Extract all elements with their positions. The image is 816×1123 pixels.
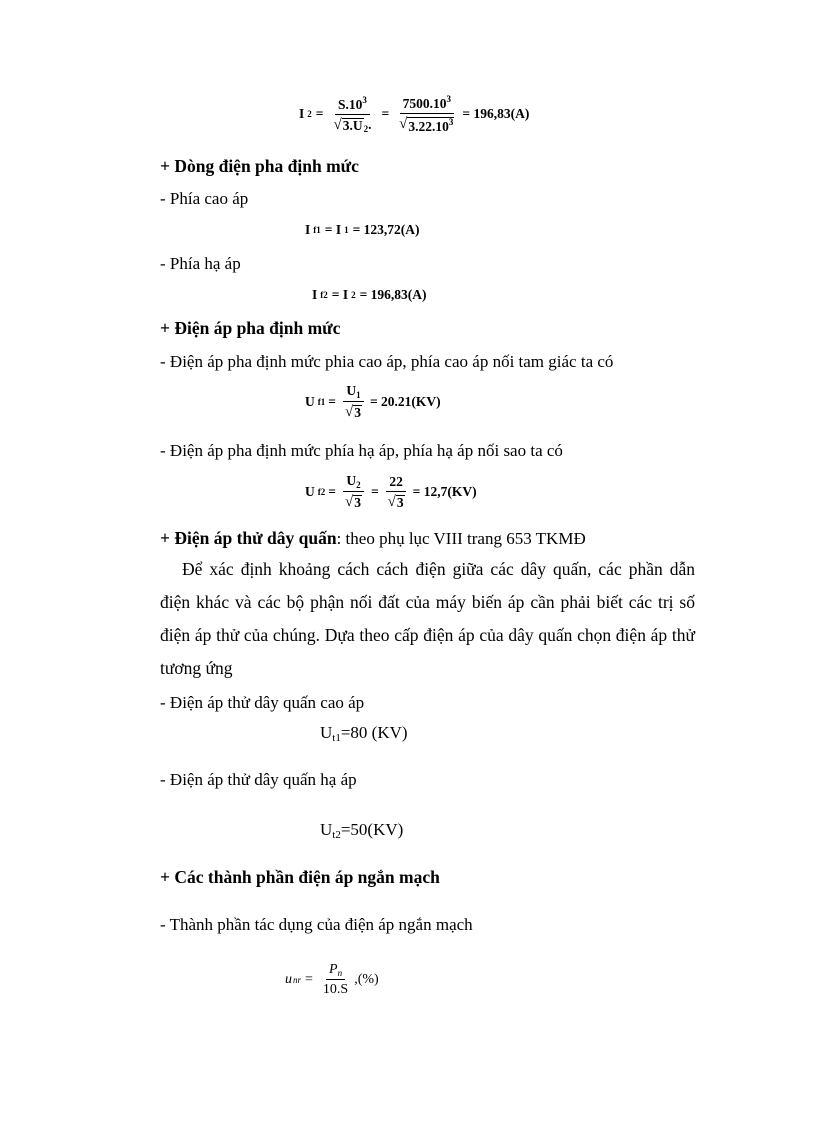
eq-subscript: t2: [332, 829, 341, 841]
sqrt-content: 3.22.10: [408, 119, 449, 134]
eq-superscript: 3: [362, 94, 367, 105]
fraction-denominator: 10.S: [322, 982, 349, 997]
eq-subscript: 2: [307, 109, 312, 120]
eq-subscript: 1: [344, 225, 349, 235]
eq-symbol: I: [299, 106, 305, 122]
heading-test-voltage: [160, 528, 586, 549]
eq-subscript: 1: [356, 390, 361, 400]
eq-subscript: nr: [293, 975, 302, 985]
eq-symbol: I: [312, 287, 318, 302]
eq-symbol: u: [285, 972, 292, 987]
sqrt-content: 3: [396, 494, 404, 510]
equation-i2: I 2 = $S.10^3$ √ 3.U $_2$. = 7500.10$^3$ √ 3.22.10$^3$ = 196,83(A): [299, 94, 530, 134]
fraction-numerator: 7500.10: [402, 96, 447, 111]
heading-bold-part: + Điện áp thử dây quấn: [160, 528, 337, 548]
eq-result: = 20.21(KV): [369, 393, 441, 409]
eq-superscript: 3: [446, 94, 451, 104]
eq-subscript: t1: [332, 732, 341, 744]
eq-text: = I: [324, 222, 342, 237]
eq-subscript: f1: [313, 225, 321, 235]
fraction-numerator: P: [329, 962, 338, 977]
fraction: $U_2$ √ 3: [342, 473, 365, 511]
text-high-voltage-side: - Phía cao áp: [160, 189, 249, 208]
eq-subscript: f2: [317, 486, 326, 497]
heading-short-circuit-components: + Các thành phần điện áp ngắn mạch: [160, 867, 440, 887]
text-test-voltage-high: - Điện áp thử dây quấn cao áp: [160, 693, 365, 712]
equation-if1: [305, 222, 420, 238]
equation-uf2: U f2 = $U_2$ √ 3 = 22 √ 3 = 12,7(KV): [305, 473, 477, 510]
equation-uf1: U f1 = $U_1$ √ 3 = 20.21(KV): [305, 383, 441, 420]
sqrt-content: 3.U: [342, 117, 363, 133]
heading-rated-phase-voltage: + Điện áp pha định mức: [160, 318, 341, 338]
eq-subscript: f1: [317, 396, 326, 407]
text-phase-voltage-high: - Điện áp pha định mức phia cao áp, phía cao áp nối tam giác ta có: [160, 352, 614, 371]
fraction-numerator: U: [346, 383, 357, 398]
fraction-numerator: U: [346, 473, 357, 488]
fraction: $U_1$ √ 3: [342, 383, 365, 421]
eq-result: =50(KV): [340, 820, 404, 839]
equation-if2: [312, 287, 427, 303]
eq-superscript: 3: [448, 117, 454, 127]
fraction-numerator: 22: [386, 474, 406, 492]
eq-result: = 12,7(KV): [412, 483, 477, 499]
fraction: 22 √ 3: [385, 474, 408, 511]
equation-ut2: [320, 820, 403, 841]
eq-result: =80 (KV): [340, 723, 408, 742]
fraction-numerator: S.10: [338, 96, 363, 112]
eq-symbol: I: [305, 222, 311, 237]
eq-subscript: 2: [351, 290, 356, 300]
sqrt-content: 3: [354, 405, 361, 420]
fraction: [320, 962, 351, 998]
text-phase-voltage-low: - Điện áp pha định mức phía hạ áp, phía hạ áp nối sao ta có: [160, 441, 563, 460]
text-low-voltage-side: - Phía hạ áp: [160, 254, 241, 273]
eq-subscript: 2: [363, 123, 369, 134]
sqrt-content: 3: [354, 495, 361, 510]
eq-result: = 196,83(A): [462, 106, 530, 122]
fraction: $S.10^3$ √ 3.U $_2$.: [333, 94, 372, 134]
eq-result: = 123,72(A): [352, 222, 420, 237]
eq-symbol: U: [305, 483, 315, 499]
equation-unr: u nr = $\frac{P_n}{10.S}$ ,(%): [285, 962, 379, 997]
eq-subscript: n: [337, 968, 343, 978]
eq-symbol: U: [305, 393, 315, 409]
eq-symbol: U: [320, 820, 333, 839]
eq-text: .: [368, 116, 372, 132]
eq-symbol: U: [320, 723, 333, 742]
eq-text: = I: [331, 287, 349, 302]
paragraph-test-voltage: Để xác định khoảng cách cách điện giữa các dây quấn, các phần dẫn điện khác và các bộ phận nối đất của máy biến áp cần phải biết các trị số điện áp thử của chúng. Dựa theo cấp điện áp của dây quấn chọn điện áp thử tương ứng: [160, 559, 695, 678]
fraction: 7500.10$^3$ √ 3.22.10$^3$: [399, 94, 454, 134]
eq-subscript: f2: [320, 290, 328, 300]
heading-rated-phase-current: + Dòng điện pha định mức: [160, 156, 359, 176]
eq-result: ,(%): [354, 972, 379, 987]
text-active-component: - Thành phần tác dụng của điện áp ngắn mạch: [160, 915, 473, 934]
eq-result: = 196,83(A): [359, 287, 427, 302]
eq-subscript: 2: [356, 480, 361, 490]
text-test-voltage-low: - Điện áp thử dây quấn hạ áp: [160, 770, 357, 789]
heading-normal-part: : theo phụ lục VIII trang 653 TKMĐ: [336, 529, 586, 548]
equation-ut1: [320, 723, 408, 744]
